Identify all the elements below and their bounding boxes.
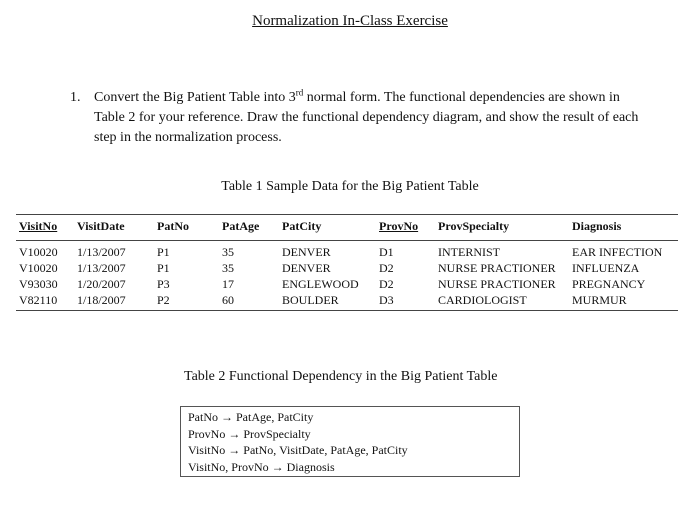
table-cell: 60 — [219, 292, 279, 311]
question-1 — [70, 88, 640, 148]
table-cell: DENVER — [282, 245, 331, 259]
column-header: VisitNo — [16, 215, 74, 241]
table-row — [16, 276, 678, 292]
table-cell: 1/13/2007 — [77, 245, 126, 259]
column-header: VisitDate — [74, 215, 154, 241]
table-cell: D1 — [379, 245, 394, 259]
table-cell: NURSE PRACTIONER — [438, 261, 556, 275]
table-cell: 35 — [222, 261, 234, 275]
table-cell: ENGLEWOOD — [282, 277, 359, 291]
table-cell: INTERNIST — [438, 245, 500, 259]
table2-caption: Table 2 Functional Dependency in the Big Patient Table — [184, 369, 498, 384]
question-number: 1. — [70, 90, 81, 105]
table-row — [16, 241, 678, 261]
table-cell: 1/13/2007 — [77, 261, 126, 275]
table-cell: CARDIOLOGIST — [435, 292, 569, 311]
functional-dependency-box — [180, 406, 520, 477]
table-cell: 1/18/2007 — [74, 292, 154, 311]
table-cell: P1 — [157, 261, 170, 275]
big-patient-table — [16, 214, 678, 311]
table-cell: BOULDER — [279, 292, 376, 311]
table-row — [16, 260, 678, 276]
table-cell: INFLUENZA — [572, 261, 640, 275]
question-text: Convert the Big Patient Table into 3rd normal form. The functional dependencies are shown in Table 2 for your reference. Draw the functional dependency diagram, and show the result of each step in the normalization process. — [94, 87, 639, 145]
column-header: PatAge — [219, 215, 279, 241]
table1-caption: Table 1 Sample Data for the Big Patient Table — [221, 179, 479, 194]
dependency-line: VisitNo → PatNo, VisitDate, PatAge, PatCity — [188, 443, 408, 457]
table-cell: D3 — [376, 292, 435, 311]
table-cell: DENVER — [282, 261, 331, 275]
dependency-line: VisitNo, ProvNo → Diagnosis — [188, 459, 335, 474]
dependency-line: ProvNo → ProvSpecialty — [188, 426, 311, 441]
table-row — [16, 292, 678, 311]
table-cell: P3 — [157, 277, 170, 291]
table-cell: V82110 — [16, 292, 74, 311]
table-cell: MURMUR — [569, 292, 678, 311]
table-cell: D2 — [379, 277, 394, 291]
table-cell: EAR INFECTION — [572, 245, 663, 259]
page-title: Normalization In-Class Exercise — [252, 13, 448, 29]
column-header: PatCity — [279, 215, 376, 241]
table-cell: 1/20/2007 — [77, 277, 126, 291]
table-cell: 17 — [222, 277, 234, 291]
table-cell: V10020 — [19, 245, 58, 259]
table-cell: P2 — [154, 292, 219, 311]
column-header: Diagnosis — [569, 215, 678, 241]
dependency-line: PatNo → PatAge, PatCity — [188, 410, 314, 424]
column-header: ProvNo — [376, 215, 435, 241]
table-header-row — [16, 215, 678, 241]
column-header: PatNo — [154, 215, 219, 241]
column-header: ProvSpecialty — [435, 215, 569, 241]
table-cell: V10020 — [19, 261, 58, 275]
table-cell: V93030 — [19, 277, 58, 291]
table-cell: NURSE PRACTIONER — [438, 277, 556, 291]
table-cell: D2 — [379, 261, 394, 275]
table-cell: P1 — [157, 245, 170, 259]
table-cell: PREGNANCY — [572, 277, 646, 291]
table-cell: 35 — [222, 245, 234, 259]
